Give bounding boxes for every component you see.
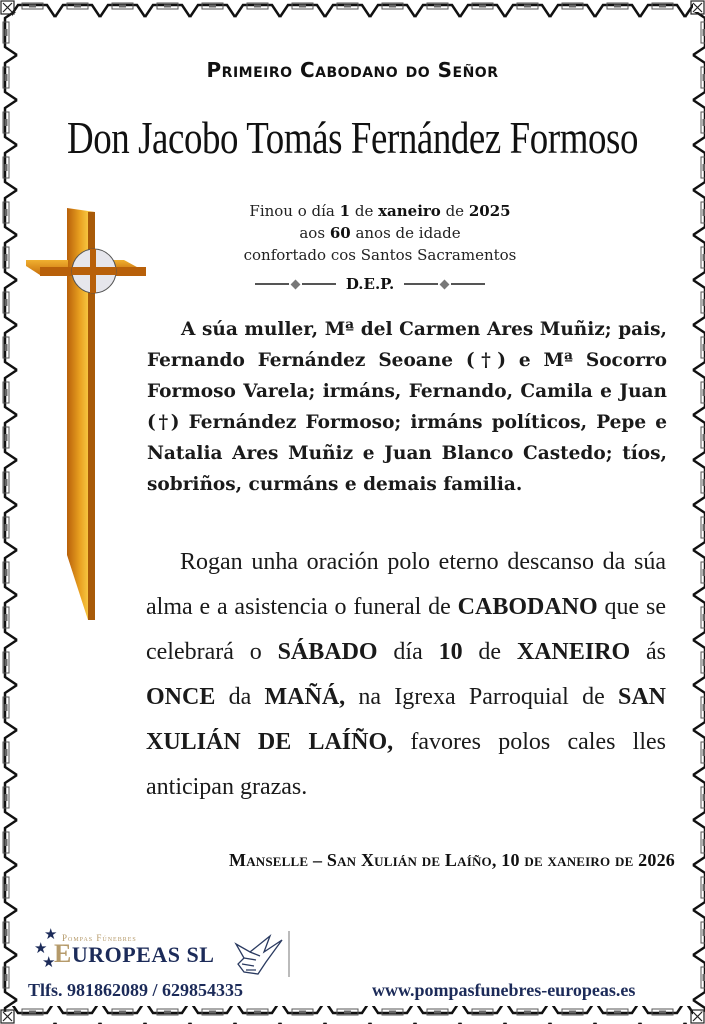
family-paragraph: A súa muller, Mª del Carmen Ares Muñiz; pais, Fernando Fernández Seoane (†) e Mª Socorro Formoso Varela; irmáns, Fernando, Camila e Juan (†) Fernández Formoso; irmáns políticos, Pepe e Natalia Ares Muñiz e Juan Blanco Castedo; tíos, sobriños, curmáns e demais familia. (147, 319, 667, 495)
logo-tagline: Pompas Fúnebres (62, 933, 137, 943)
sacraments-line: confortado cos Santos Sacramentos (243, 246, 517, 264)
logo-brand: EUROPEAS SL (54, 939, 215, 968)
dep-label: D.E.P. (345, 275, 395, 293)
dep-divider (240, 275, 500, 293)
funeral-home-logo (30, 925, 300, 980)
death-date-line: Finou o día 1 de xaneiro de 2025 (249, 202, 511, 220)
death-details (230, 200, 530, 266)
divider-ornament-left (255, 281, 336, 288)
website-link[interactable]: www.pompasfunebres-europeas.es (372, 980, 636, 1000)
invitation-paragraph: Rogan unha oración polo eterno descanso da súa alma e a asistencia o funeral de CABODANO que se celebrará o SÁBADO día 10 de XANEIRO ás ONCE da MAÑÁ, na Igrexa Parroquial de SAN XULIÁN DE LAÍÑO, favores polos cales lles anticipan grazas. (146, 549, 667, 800)
divider-ornament-right (404, 281, 485, 288)
place-and-date: Manselle – San Xulián de Laíño, 10 de xaneiro de 2026 (229, 850, 675, 870)
notice-subtitle: Primeiro Cabodano do Señor (206, 58, 499, 82)
age-line: aos 60 anos de idade (299, 224, 461, 242)
star-icon: ★ (42, 955, 56, 971)
phone-numbers: Tlfs. 981862089 / 629854335 (28, 980, 244, 1000)
deceased-name: Don Jacobo Tomás Fernández Formoso (66, 113, 639, 163)
gold-cross-icon (24, 200, 149, 625)
logo-divider (288, 931, 290, 977)
dove-icon (230, 930, 286, 980)
star-icon: ★ (44, 927, 58, 943)
star-icon: ★ (34, 941, 48, 957)
